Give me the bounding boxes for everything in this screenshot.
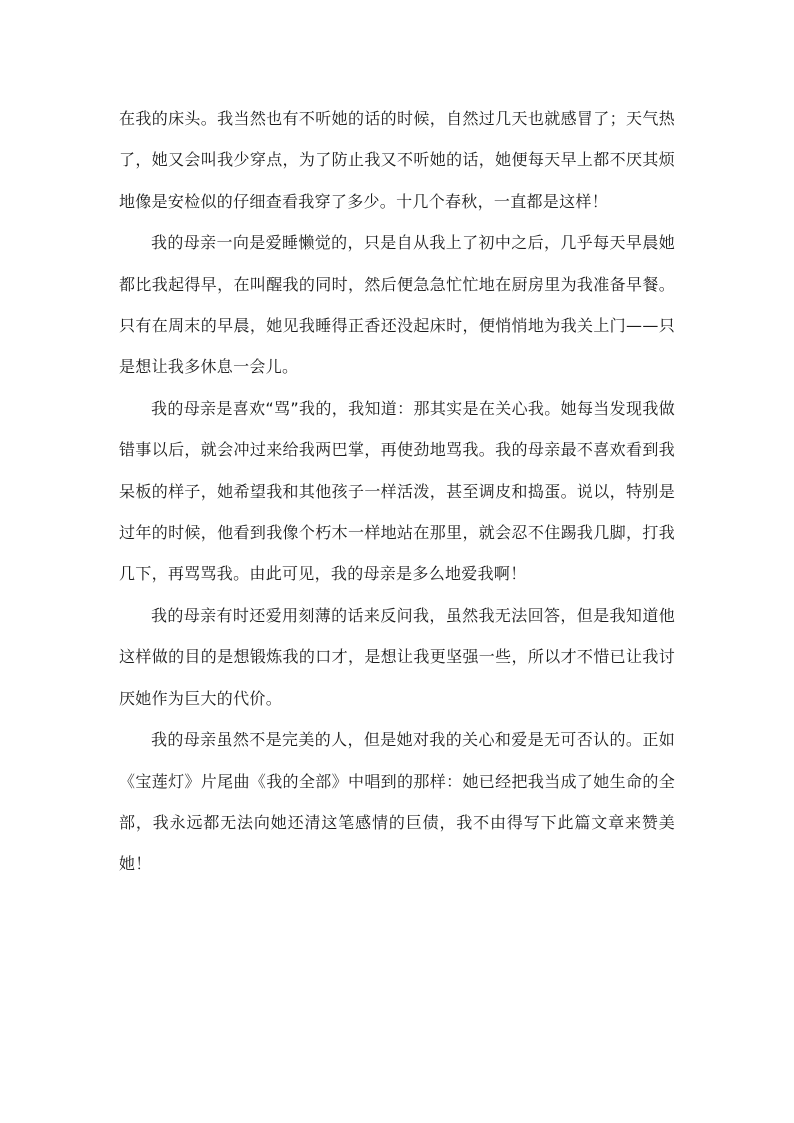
paragraph-4: 我的母亲有时还爱用刻薄的话来反问我，虽然我无法回答，但是我知道他这样做的目的是想锻炼我的口才，是想让我更坚强一些，所以才不惜已让我讨厌她作为巨大的代价。: [119, 605, 675, 708]
paragraph-5: 我的母亲虽然不是完美的人，但是她对我的关心和爱是无可否认的。正如《宝莲灯》片尾曲《我的全部》中唱到的那样：她已经把我当成了她生命的全部，我永远都无法向她还清这笔感情的巨债，我不由得写下此篇文章来赞美她！: [119, 730, 675, 874]
paragraph-1: 在我的床头。我当然也有不听她的话的时候，自然过几天也就感冒了；天气热了，她又会叫我少穿点，为了防止我又不听她的话，她便每天早上都不厌其烦地像是安检似的仔细查看我穿了多少。十几个春秋，一直都是这样！: [119, 109, 675, 211]
paragraph-3: 我的母亲是喜欢“骂”我的，我知道：那其实是在关心我。她每当发现我做错事以后，就会冲过来给我两巴掌，再使劲地骂我。我的母亲最不喜欢看到我呆板的样子，她希望我和其他孩子一样活泼，甚至调皮和捣蛋。说以，特别是过年的时候，他看到我像个朽木一样地站在那里，就会忍不住踢我几脚，打我几下，再骂骂我。由此可见，我的母亲是多么地爱我啊！: [119, 398, 675, 584]
paragraph-2: 我的母亲一向是爱睡懒觉的，只是自从我上了初中之后，几乎每天早晨她都比我起得早，在叫醒我的同时，然后便急急忙忙地在厨房里为我准备早餐。只有在周末的早晨，她见我睡得正香还没起床时，便悄悄地为我关上门——只是想让我多休息一会儿。: [119, 233, 675, 377]
document-body: [119, 98, 675, 885]
